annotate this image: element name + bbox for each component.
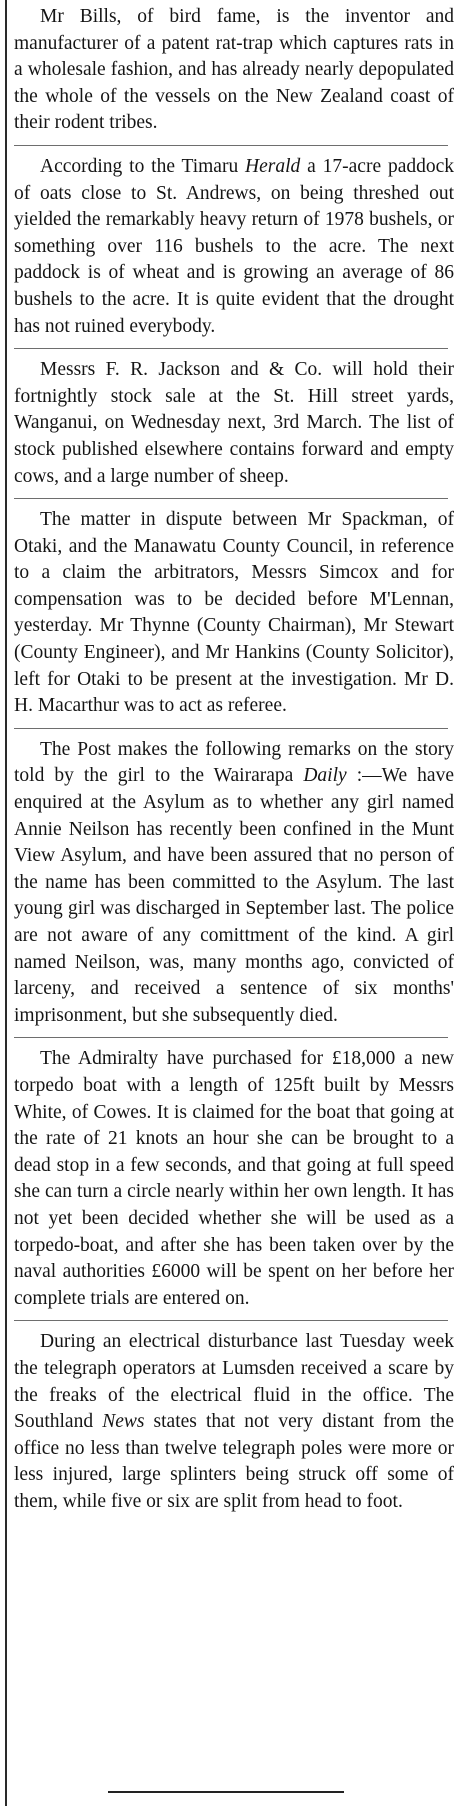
news-paragraph-electrical-disturbance [14, 1329, 454, 1515]
column-rule [5, 0, 7, 1806]
paragraph-divider [14, 1320, 448, 1321]
paragraph-divider [14, 1037, 448, 1038]
news-paragraph-bird-fame [14, 4, 454, 137]
paragraph-divider [14, 145, 448, 146]
news-paragraph-post-remarks [14, 737, 454, 1030]
paragraph-text: Messrs F. R. Jackson and & Co. will hold their fortnightly stock sale at the St. Hill street yards, Wanganui, on Wednesday next, 3rd March. The list of stock published elsewhere contains forward and empty cows, and a large number of sheep. [14, 359, 454, 487]
paragraph-text: states that not very distant from the office no less than twelve telegraph poles were more or less injured, large splinters being struck off some of them, while five or six are split from head to foot. [14, 1411, 454, 1512]
news-paragraph-timaru-oats [14, 154, 454, 340]
italic-text: Herald [245, 155, 301, 177]
paragraph-divider [14, 498, 448, 499]
paragraph-text: The Admiralty have purchased for £18,000 a new torpedo boat with a length of 125ft built by Messrs White, of Cowes. It is claimed for the boat that going at the rate of 21 knots an hour she can be brought to a dead stop in a few seconds, and that going at full speed she can turn a circle nearly within her own length. It has not yet been decided whether she will be used as a torpedo-boat, and after she has been taken over by the naval authorities £6000 will be spent on her before her complete trials are entered on. [14, 1048, 454, 1309]
paragraph-text: The matter in dispute between Mr Spackman, of Otaki, and the Manawatu County Council, in reference to a claim the arbitrators, Messrs Simcox and for compensation was to be decided before M'Lennan, yesterday. Mr Thynne (County Chairman), Mr Stewart (County Engineer), and Mr Hankins (County Solicitor), left for Otaki to be present at the investigation. Mr D. H. Macarthur was to act as referee. [14, 509, 454, 717]
paragraph-text: According to the Timaru [40, 155, 246, 177]
paragraph-divider [14, 348, 448, 349]
news-column [14, 4, 454, 1515]
end-rule [108, 1791, 344, 1793]
news-paragraph-spackman-dispute [14, 507, 454, 720]
paragraph-text: Mr Bills, of bird fame, is the inventor and manufacturer of a patent rat-trap which captures rats in a wholesale fashion, and has already nearly depopulated the whole of the vessels on the New Zealand coast of their rodent tribes. [14, 6, 454, 134]
italic-text: Daily [303, 765, 347, 787]
paragraph-text: The Post makes the following remarks on the story told by the girl to the Wairarapa [14, 738, 454, 787]
paragraph-divider [14, 728, 448, 729]
paragraph-text: :—We have enquired at the Asylum as to whether any girl named Annie Neilson has recently been confined in the Munt View Asylum, and have been assured that no person of the name has been committed to the Asylum. The last young girl was discharged in September last. The police are not aware of any comittment of the kind. A girl named Neilson, was, many months ago, convicted of larceny, and received a sentence of six months' imprisonment, but she subsequently died. [14, 765, 454, 1026]
news-paragraph-admiralty-torpedo [14, 1046, 454, 1312]
italic-text: News [102, 1411, 145, 1433]
paragraph-text: a 17-acre paddock of oats close to St. Andrews, on being threshed out yielded the remarkably heavy return of 1978 bushels, or something over 116 bushels to the acre. The next paddock is of wheat and is growing an average of 86 bushels to the acre. It is quite evident that the drought has not ruined everybody. [14, 155, 455, 337]
paragraph-text: During an electrical disturbance last Tuesday week the telegraph operators at Lumsden received a scare by the freaks of the electrical fluid in the office. The Southland [14, 1331, 454, 1433]
news-paragraph-stock-sale [14, 357, 454, 490]
